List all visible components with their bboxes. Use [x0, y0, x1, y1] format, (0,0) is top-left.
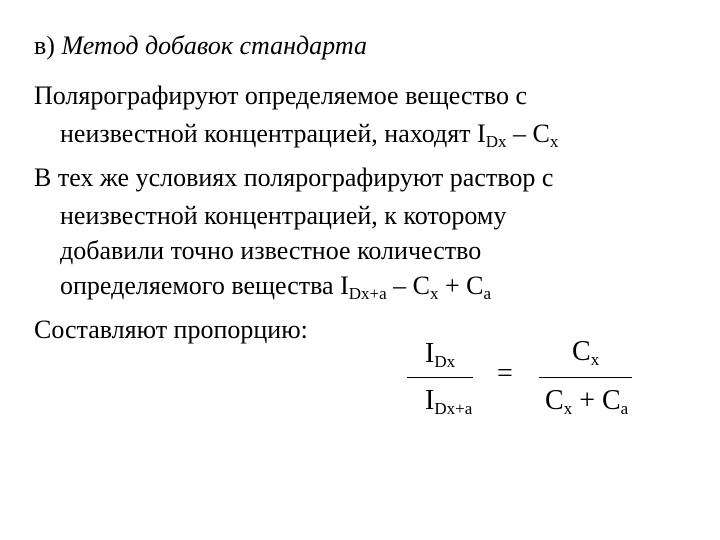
formula-left-numerator	[425, 338, 455, 370]
para1-line2	[60, 118, 558, 150]
para1-line1: Полярографируют определяемое вещество с	[34, 81, 528, 110]
para2-line4-mid: – C	[386, 271, 430, 300]
para1-line2-text: неизвестной концентрацией, находят I	[60, 119, 486, 148]
para1-line2-mid: – C	[506, 119, 550, 148]
formula-right-den-c1: C	[545, 385, 564, 416]
formula-right-num-sub: x	[590, 350, 600, 369]
para2-line4	[60, 270, 491, 302]
formula-left-num-sub: Dx	[434, 352, 456, 371]
formula-left-den-i: I	[425, 385, 435, 416]
formula-right-numerator	[572, 336, 599, 368]
formula-right-den-sub2: a	[620, 399, 629, 418]
formula-left-num-i: I	[425, 338, 435, 369]
para2-line4-plus: + C	[438, 271, 484, 300]
sub-dx-a: Dx+a	[348, 284, 387, 303]
para2-line1: В тех же условиях полярографируют раствор с	[34, 163, 554, 192]
formula-left-denominator	[425, 385, 472, 417]
sub-x: x	[430, 284, 439, 303]
sub-x: x	[549, 132, 559, 151]
sub-dx: Dx	[485, 132, 507, 151]
heading-prefix: в)	[34, 31, 62, 60]
para3: Составляют пропорцию:	[34, 315, 308, 344]
sub-a: a	[483, 284, 492, 303]
heading-title: Метод добавок стандарта	[61, 31, 367, 60]
formula-right-den-sub1: x	[563, 399, 573, 418]
formula-right-num-c: C	[572, 336, 591, 367]
formula-left-den-sub: Dx+a	[434, 399, 473, 418]
formula-right-denominator	[545, 385, 628, 417]
formula-equals: =	[497, 358, 513, 389]
para2-line4-text: определяемого вещества I	[60, 271, 349, 300]
para2-line2: неизвестной концентрацией, к которому	[60, 201, 507, 230]
para2-line3: добавили точно известное количество	[60, 236, 482, 265]
fraction-bar-left	[407, 377, 473, 378]
formula-right-den-plus: + C	[572, 385, 621, 416]
heading	[34, 30, 367, 62]
fraction-bar-right	[539, 377, 632, 378]
